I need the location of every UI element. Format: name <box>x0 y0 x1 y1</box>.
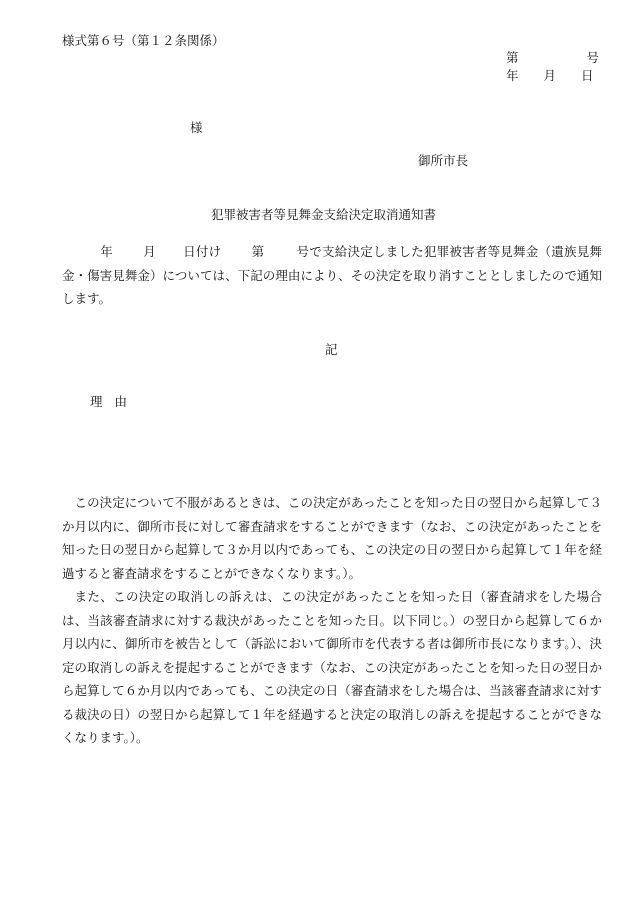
intro-year: 年 <box>100 244 113 259</box>
date-year: 年 <box>506 68 519 83</box>
ki-label: 記 <box>325 342 338 357</box>
notice-paragraph-2: また、この決定の取消しの訴えは、この決定があったことを知った日（審査請求をした場合は、当該審査請求に対する裁決があったことを知った日。以下同じ。）の翌日から起算して６か月以内に、御所市を被告として（訴訟において御所市を代表する者は御所市長になります。）、決定の取消しの訴えを提起することができます（なお、この決定があったことを知った日の翌日から起算して６か月以内であっても、この決定の日（審査請求をした場合は、当該審査請求に対する裁決の日）の翌日から起算して１年を経過すると決定の取消しの訴えを提起することができなくなります。）。 <box>62 589 602 745</box>
intro-month: 月 <box>142 244 156 259</box>
intro-paragraph <box>62 240 602 311</box>
reason-label-a: 理 <box>90 394 103 409</box>
doc-number-suffix: 号 <box>586 50 600 65</box>
issuer: 御所市長 <box>418 153 469 168</box>
intro-body: 号で支給決定しました犯罪被害者等見舞金（遺族見舞金・傷害見舞金）については、下記の理由により、その決定を取り消すこととしましたので通知します。 <box>62 244 602 306</box>
notice-paragraph-1: この決定について不服があるときは、この決定があったことを知った日の翌日から起算して３か月以内に、御所市長に対して審査請求をすることができます（なお、この決定があったことを知った日の翌日から起算して３か月以内であっても、この決定の日の翌日から起算して１年を経過すると審査請求をすることができなくなります。）。 <box>62 495 602 581</box>
date-line <box>506 68 594 84</box>
date-day: 日 <box>581 68 594 83</box>
intro-day-dated: 日付け <box>182 244 222 259</box>
date-month: 月 <box>543 68 557 83</box>
reason-label-b: 由 <box>114 394 128 409</box>
addressee-suffix: 様 <box>190 120 203 135</box>
document-title: 犯罪被害者等見舞金支給決定取消通知書 <box>211 207 437 222</box>
form-number: 様式第６号（第１２条関係） <box>62 33 225 48</box>
reason-label <box>90 394 127 410</box>
intro-no-prefix: 第 <box>251 244 265 259</box>
doc-number-line <box>506 50 599 66</box>
doc-number-prefix: 第 <box>506 50 519 65</box>
